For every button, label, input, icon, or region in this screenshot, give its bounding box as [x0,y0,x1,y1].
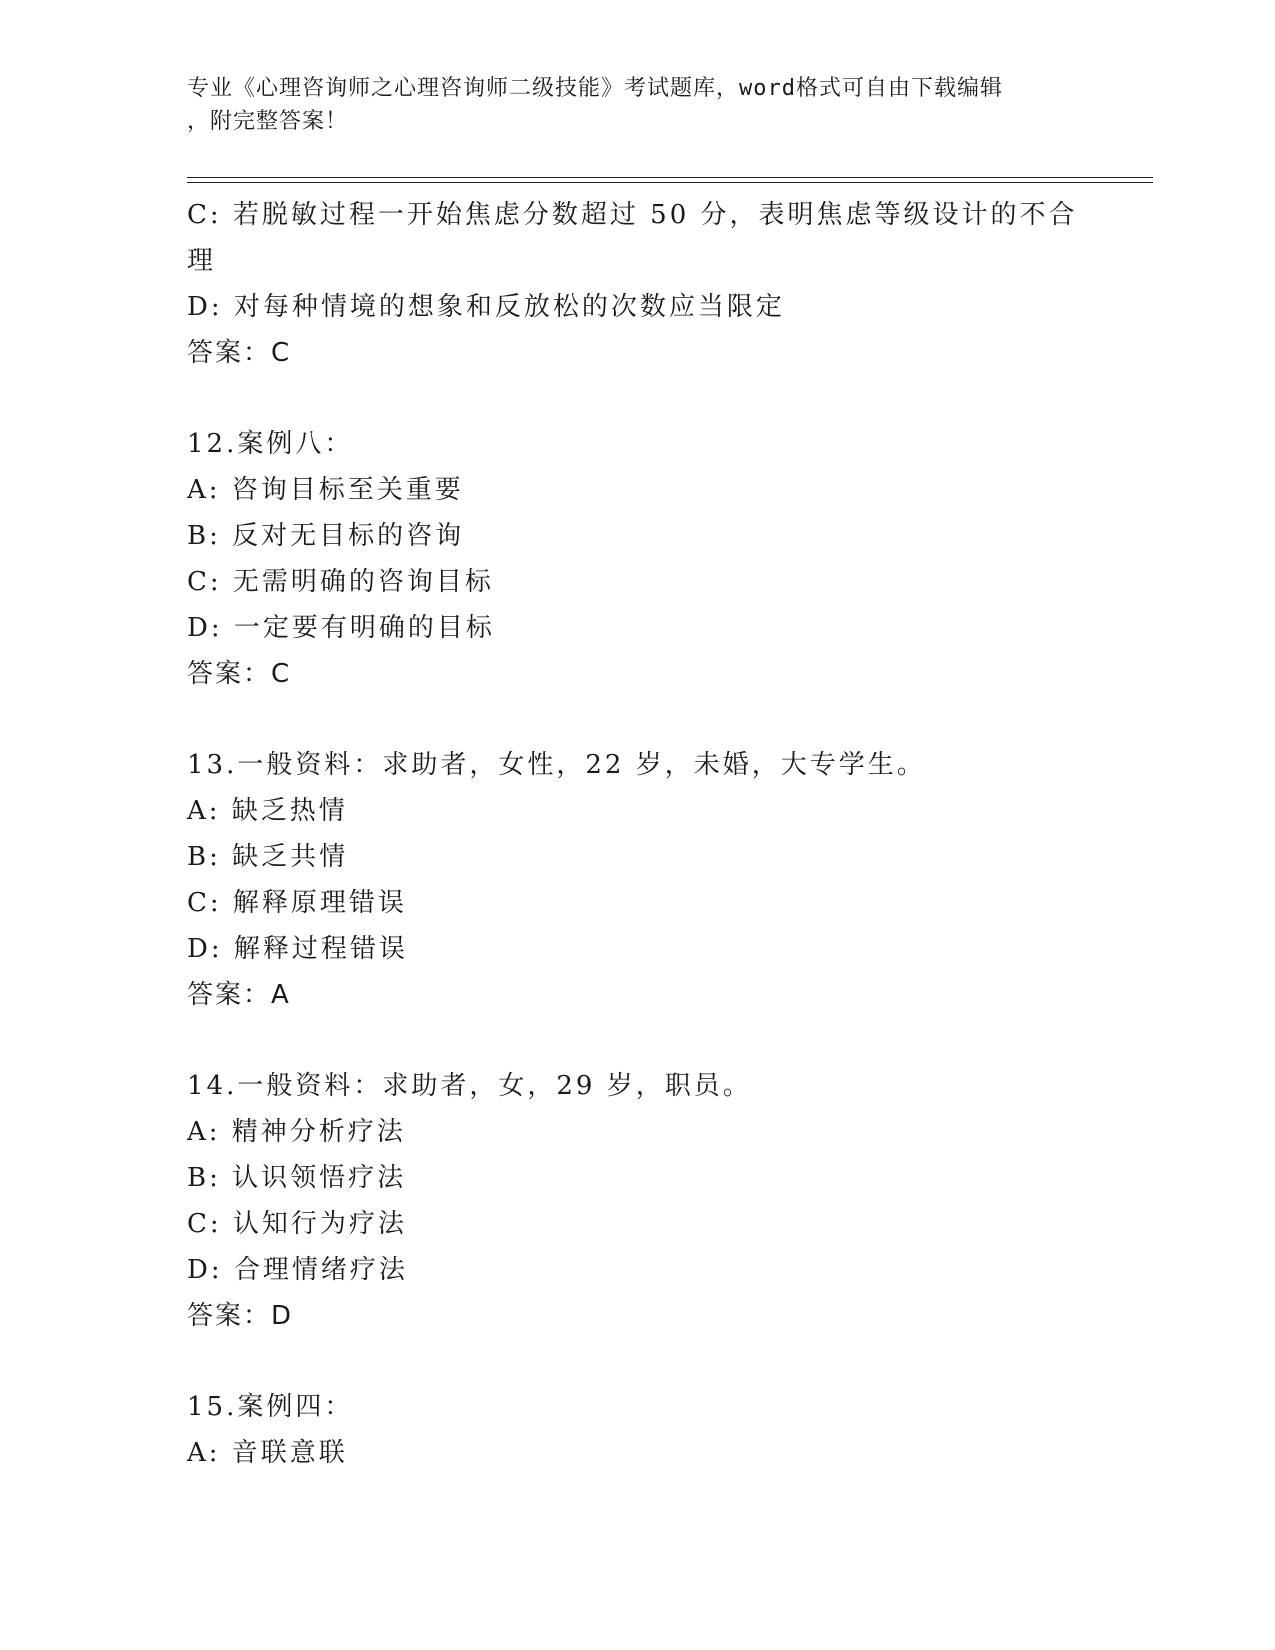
question-14 [187,1063,1087,1339]
option-c-line-1: C: 若脱敏过程一开始焦虑分数超过 50 分，表明焦虑等级设计的不合 [187,200,1078,230]
option-b: B: 反对无目标的咨询 [187,521,465,551]
header-line-2: ，附完整答案！ [187,109,349,134]
question-12 [187,421,1087,697]
question-13 [187,742,1087,1018]
question-title: 14.一般资料：求助者，女，29 岁，职员。 [187,1071,752,1101]
question-11 [187,192,1087,376]
option-b: B: 认识领悟疗法 [187,1163,407,1193]
spacer [187,1018,1087,1063]
question-title: 12.案例八： [187,429,354,459]
spacer [187,697,1087,742]
answer: 答案：D [187,1301,294,1331]
option-d: D: 解释过程错误 [187,934,408,964]
header-divider-bottom [187,182,1153,183]
option-a: A: 音联意联 [187,1438,348,1468]
question-15 [187,1384,1087,1476]
answer: 答案：C [187,338,292,368]
option-d: D: 对每种情境的想象和反放松的次数应当限定 [187,292,785,322]
header-divider-top [187,177,1153,178]
option-d: D: 合理情绪疗法 [187,1255,408,1285]
option-c: C: 解释原理错误 [187,888,407,918]
option-c: C: 无需明确的咨询目标 [187,567,494,597]
header-line-1: 专业《心理咨询师之心理咨询师二级技能》考试题库，word格式可自由下载编辑 [187,76,1003,101]
question-title: 15.案例四： [187,1392,354,1422]
option-b: B: 缺乏共情 [187,842,349,872]
document-header [187,72,1067,138]
answer: 答案：C [187,659,292,689]
option-a: A: 咨询目标至关重要 [187,475,464,505]
spacer [187,376,1087,421]
option-c-line-2: 理 [187,246,217,276]
option-a: A: 缺乏热情 [187,796,348,826]
question-title: 13.一般资料：求助者，女性，22 岁，未婚，大专学生。 [187,750,926,780]
spacer [187,1339,1087,1384]
option-c: C: 认知行为疗法 [187,1209,407,1239]
answer: 答案：A [187,980,291,1010]
question-list [187,192,1087,1476]
option-d: D: 一定要有明确的目标 [187,613,495,643]
option-a: A: 精神分析疗法 [187,1117,406,1147]
